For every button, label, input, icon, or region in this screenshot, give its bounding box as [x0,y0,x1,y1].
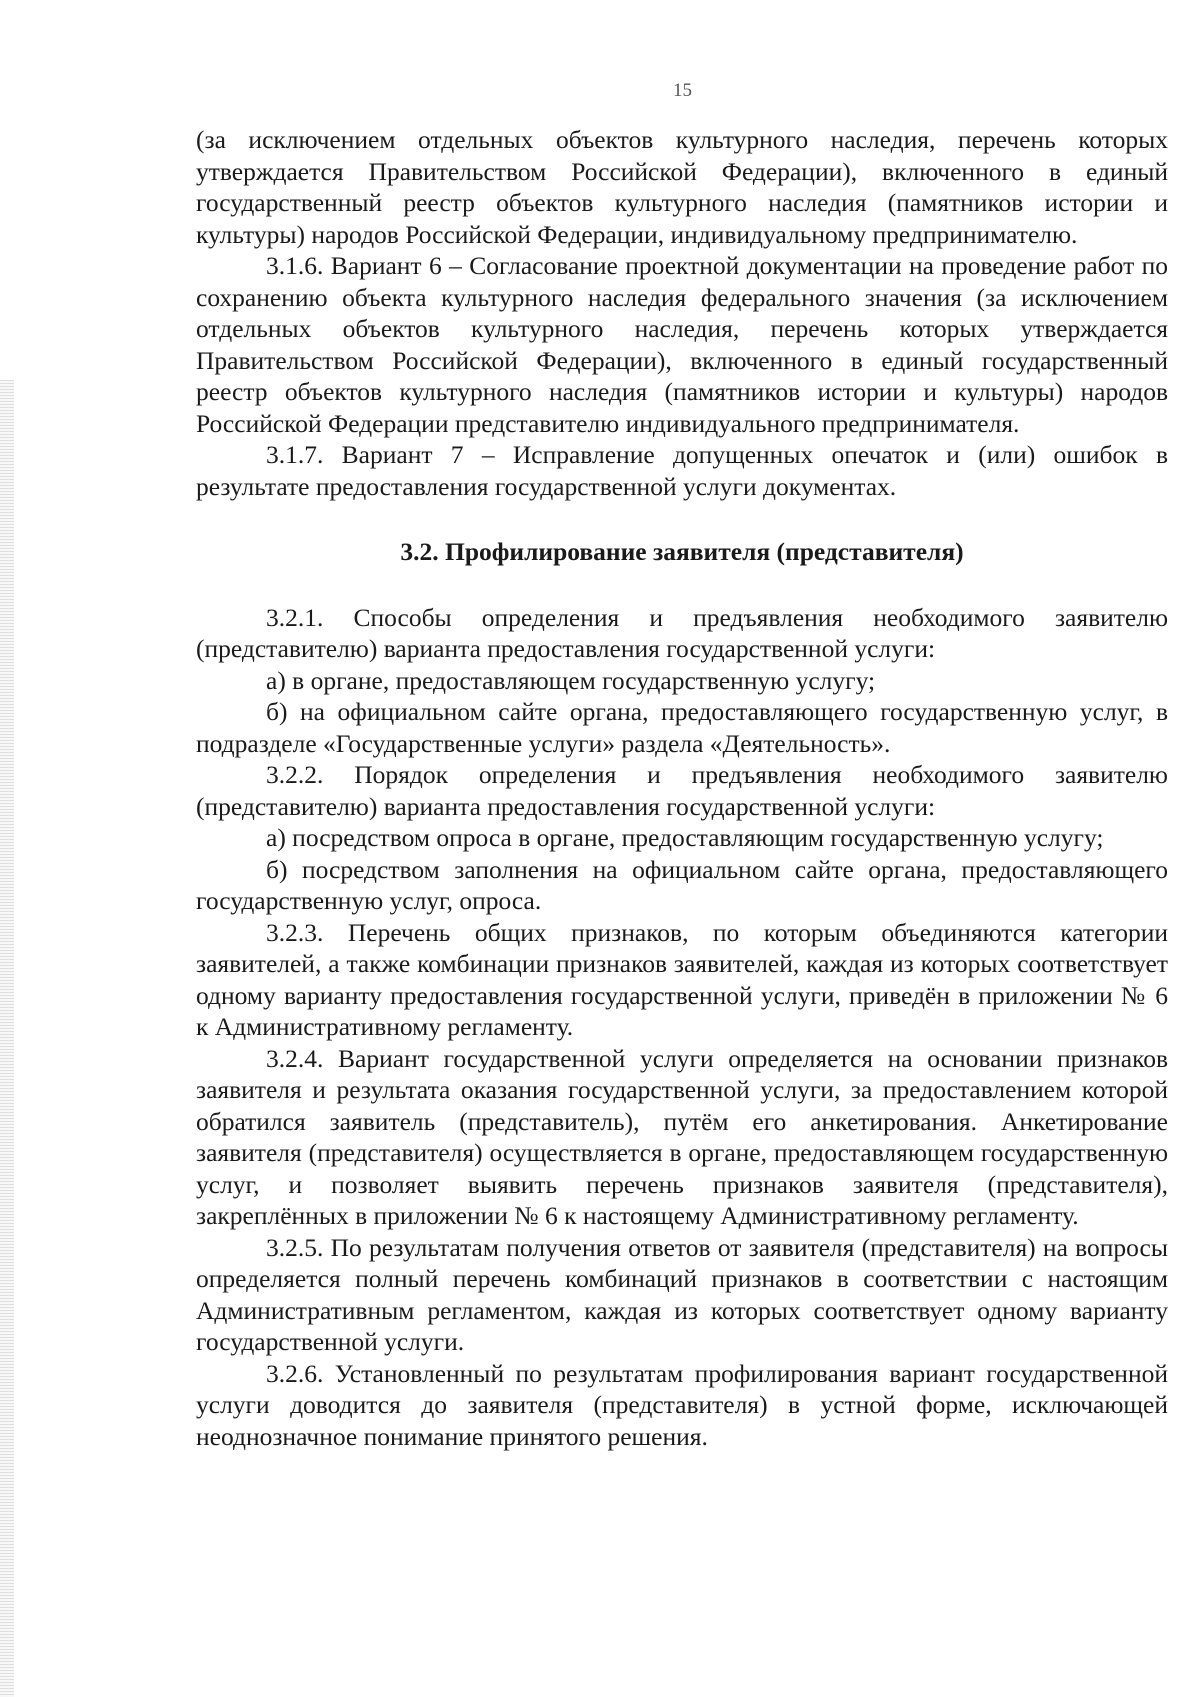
paragraph-continuation: (за исключением отдельных объектов культурного наследия, перечень которых утверждается Правительством Российской Федерации), включенного в единый государственный реестр объектов культурного наследия (памятников истории и культуры) народов Российской Федерации, индивидуальному предпринимателю. [196,125,1168,249]
paragraph-3-2-1: 3.2.1. Способы определения и предъявления необходимого заявителю (представителю) варианта предоставления государственной услуги: [196,602,1168,663]
paragraph-3-2-3: 3.2.3. Перечень общих признаков, по которым объединяются категории заявителей, а также комбинации признаков заявителей, каждая из которых соответствует одному варианту предоставления государственной услуги, приведён в приложении № 6 к Административному регламенту. [196,917,1168,1041]
list-item-3-2-2-a: а) посредством опроса в органе, предоставляющим государственную услугу; [266,823,1104,852]
paragraph-3-2-6: 3.2.6. Установленный по результатам профилирования вариант государственной услуги доводится до заявителя (представителя) в устной форме, исключающей неоднозначное понимание принятого решения. [196,1358,1168,1451]
list-item-3-2-2-b: б) посредством заполнения на официальном сайте органа, предоставляющего государственную услуг, опроса. [196,854,1168,915]
paragraph-3-1-7: 3.1.7. Вариант 7 – Исправление допущенных опечаток и (или) ошибок в результате предоставления государственной услуги документах. [196,440,1168,501]
page-number: 15 [673,80,692,101]
list-item-3-2-1-b: б) на официальном сайте органа, предоставляющего государственную услуг, в подразделе «Государственные услуги» раздела «Деятельность». [196,697,1168,758]
list-item-3-2-1-a: а) в органе, предоставляющем государственную услугу; [266,665,876,695]
scan-edge-artifact [0,380,14,1697]
document-body [196,124,1168,1452]
paragraph-3-2-4: 3.2.4. Вариант государственной услуги определяется на основании признаков заявителя и результата оказания государственной услуги, за предоставлением которой обратился заявитель (представитель), путём его анкетирования. Анкетирование заявителя (представителя) осуществляется в органе, предоставляющем государственную услуг, и позволяет выявить перечень признаков заявителя (представителя), закреплённых в приложении № 6 к настоящему Административному регламенту. [196,1043,1168,1230]
paragraph-3-2-5: 3.2.5. По результатам получения ответов от заявителя (представителя) на вопросы определяется полный перечень комбинаций признаков в соответствии с настоящим Административным регламентом, каждая из которых соответствует одному варианту государственной услуги. [196,1232,1168,1356]
paragraph-3-1-6: 3.1.6. Вариант 6 – Согласование проектной документации на проведение работ по сохранению объекта культурного наследия федерального значения (за исключением отдельных объектов культурного наследия, перечень которых утверждается Правительством Российской Федерации), включенного в единый государственный реестр объектов культурного наследия (памятников истории и культуры) народов Российской Федерации представителю индивидуального предпринимателя. [196,251,1168,438]
section-heading: 3.2. Профилирование заявителя (представителя) [400,537,964,566]
paragraph-3-2-2: 3.2.2. Порядок определения и предъявления необходимого заявителю (представителю) варианта предоставления государственной услуги: [196,760,1168,821]
